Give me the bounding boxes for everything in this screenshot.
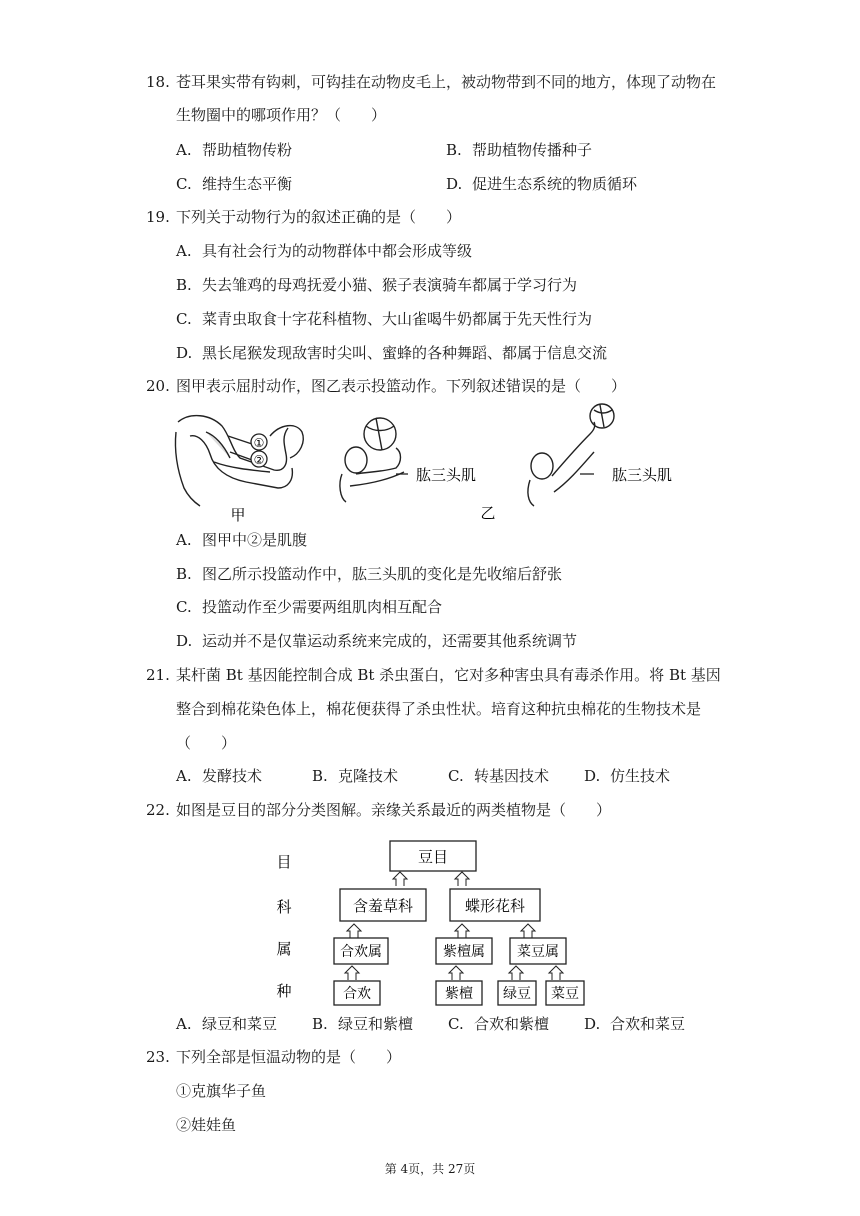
question-20-stem	[146, 376, 626, 396]
option-letter: A.	[176, 242, 192, 260]
option-letter: A.	[176, 531, 192, 549]
option-text: 失去雏鸡的母鸡抚爱小猫、猴子表演骑车都属于学习行为	[202, 276, 578, 294]
option-text: 帮助植物传播种子	[472, 141, 593, 159]
figure-label-jia: 甲	[230, 506, 246, 524]
figure-label-yi: 乙	[480, 504, 496, 522]
option-letter: D.	[446, 175, 463, 193]
label-2: ②	[253, 453, 265, 467]
option-text: 绿豆和紫檀	[338, 1015, 414, 1033]
label-1: ①	[253, 436, 265, 450]
option-c	[448, 1014, 549, 1034]
option-d	[176, 343, 607, 363]
question-number: 22.	[146, 801, 170, 819]
option-letter: D.	[176, 632, 193, 650]
option-d	[584, 1014, 685, 1034]
option-letter: B.	[446, 141, 462, 159]
option-text: 图乙所示投篮动作中，肱三头肌的变化是先收缩后舒张	[202, 565, 563, 583]
question-text: 图甲表示屈肘动作，图乙表示投篮动作。下列叙述错误的是（ ）	[176, 377, 627, 395]
option-b	[176, 564, 562, 584]
question-text: 下列关于动物行为的叙述正确的是（ ）	[176, 208, 462, 226]
question-number: 23.	[146, 1048, 170, 1066]
question-text: 如图是豆目的部分分类图解。亲缘关系最近的两类植物是（ ）	[176, 801, 612, 819]
classification-tree	[270, 836, 600, 1008]
option-text: 图甲中②是肌腹	[202, 531, 308, 549]
arrow-icon	[393, 872, 407, 886]
option-letter: D.	[176, 344, 193, 362]
option-text: 维持生态平衡	[202, 175, 293, 193]
question-18-stem-cont: 生物圈中的哪项作用？（ ）	[176, 106, 387, 124]
arrow-icon	[345, 966, 359, 980]
question-text: 下列全部是恒温动物的是（ ）	[176, 1048, 402, 1066]
arrow-icon	[449, 966, 463, 980]
question-21-stem-cont: （ ）	[176, 734, 237, 752]
question-19-stem	[146, 207, 461, 227]
option-letter: A.	[176, 141, 192, 159]
node-order-label: 豆目	[417, 848, 449, 866]
option-d	[584, 766, 670, 786]
shooting-start-diagram	[340, 418, 404, 502]
option-letter: C.	[448, 767, 464, 785]
option-letter: D.	[584, 767, 601, 785]
option-text: 发酵技术	[202, 767, 263, 785]
option-a	[176, 140, 292, 160]
question-text: 某杆菌 Bt 基因能控制合成 Bt 杀虫蛋白，它对多种害虫具有毒杀作用。将 Bt 基因	[176, 666, 721, 684]
option-b	[312, 766, 398, 786]
level-label-genus: 属	[276, 940, 292, 958]
level-label-family: 科	[276, 898, 292, 916]
arrow-icon	[455, 924, 469, 938]
node-family-label: 蝶形花科	[464, 897, 526, 915]
flexed-arm-diagram	[175, 416, 303, 506]
question-number: 19.	[146, 208, 170, 226]
option-text: 帮助植物传粉	[202, 141, 293, 159]
question-21-stem-cont: 整合到棉花染色体上，棉花便获得了杀虫性状。培育这种抗虫棉花的生物技术是	[176, 700, 702, 718]
option-b	[446, 140, 592, 160]
question-number: 18.	[146, 73, 170, 91]
option-text: 菜青虫取食十字花科植物、大山雀喝牛奶都属于先天性行为	[202, 310, 593, 328]
node-family-label: 含羞草科	[352, 897, 414, 915]
option-letter: C.	[448, 1015, 464, 1033]
question-23-stem	[146, 1047, 401, 1067]
option-letter: B.	[312, 1015, 328, 1033]
arrow-icon	[521, 924, 535, 938]
list-item: ①克旗华子鱼	[176, 1082, 267, 1100]
option-letter: C.	[176, 175, 192, 193]
option-text: 绿豆和菜豆	[202, 1015, 278, 1033]
node-species-label: 绿豆	[503, 986, 531, 1002]
option-letter: C.	[176, 598, 192, 616]
node-species-label: 合欢	[343, 986, 371, 1002]
option-letter: C.	[176, 310, 192, 328]
question-21-stem	[146, 665, 721, 685]
arrow-icon	[509, 966, 523, 980]
option-letter: B.	[176, 276, 192, 294]
option-a	[176, 241, 472, 261]
option-d	[176, 631, 577, 651]
option-letter: A.	[176, 1015, 192, 1033]
option-b	[312, 1014, 413, 1034]
arrow-icon	[549, 966, 563, 980]
option-text: 具有社会行为的动物群体中都会形成等级	[202, 242, 473, 260]
option-text: 促进生态系统的物质循环	[472, 175, 638, 193]
node-genus-label: 菜豆属	[517, 944, 559, 960]
option-letter: A.	[176, 767, 192, 785]
node-species-label: 紫檀	[445, 986, 473, 1002]
option-text: 合欢和菜豆	[610, 1015, 686, 1033]
muscle-label-left: 肱三头肌	[415, 466, 477, 484]
question-text: 苍耳果实带有钩刺，可钩挂在动物皮毛上，被动物带到不同的地方，体现了动物在	[176, 73, 717, 91]
page-footer: 第 4页，共 27页	[384, 1162, 476, 1176]
level-label-order: 目	[276, 853, 292, 871]
option-c	[176, 174, 292, 194]
arm-movement-figure	[170, 402, 700, 524]
option-d	[446, 174, 637, 194]
option-letter: D.	[584, 1015, 601, 1033]
option-a	[176, 766, 262, 786]
node-genus-label: 合欢属	[340, 944, 382, 960]
muscle-label-right: 肱三头肌	[611, 466, 673, 484]
option-b	[176, 275, 577, 295]
option-text: 投篮动作至少需要两组肌肉相互配合	[202, 598, 443, 616]
question-22-stem	[146, 800, 611, 820]
option-c	[176, 597, 442, 617]
node-genus-label: 紫檀属	[443, 944, 485, 960]
option-a	[176, 1014, 277, 1034]
option-text: 运动并不是仅靠运动系统来完成的，还需要其他系统调节	[202, 632, 578, 650]
question-18-stem	[146, 72, 716, 92]
option-text: 克隆技术	[338, 767, 399, 785]
arrow-icon	[347, 924, 361, 938]
option-text: 转基因技术	[474, 767, 550, 785]
option-letter: B.	[176, 565, 192, 583]
option-letter: B.	[312, 767, 328, 785]
option-text: 合欢和紫檀	[474, 1015, 550, 1033]
option-a	[176, 530, 307, 550]
list-item: ②娃娃鱼	[176, 1116, 237, 1134]
shooting-release-diagram	[528, 404, 614, 506]
option-text: 仿生技术	[610, 767, 671, 785]
level-label-species: 种	[276, 982, 292, 1000]
option-text: 黑长尾猴发现敌害时尖叫、蜜蜂的各种舞蹈、都属于信息交流	[202, 344, 608, 362]
option-c	[448, 766, 549, 786]
question-number: 20.	[146, 377, 170, 395]
option-c	[176, 309, 592, 329]
question-number: 21.	[146, 666, 170, 684]
arrow-icon	[455, 872, 469, 886]
node-species-label: 菜豆	[551, 986, 579, 1002]
